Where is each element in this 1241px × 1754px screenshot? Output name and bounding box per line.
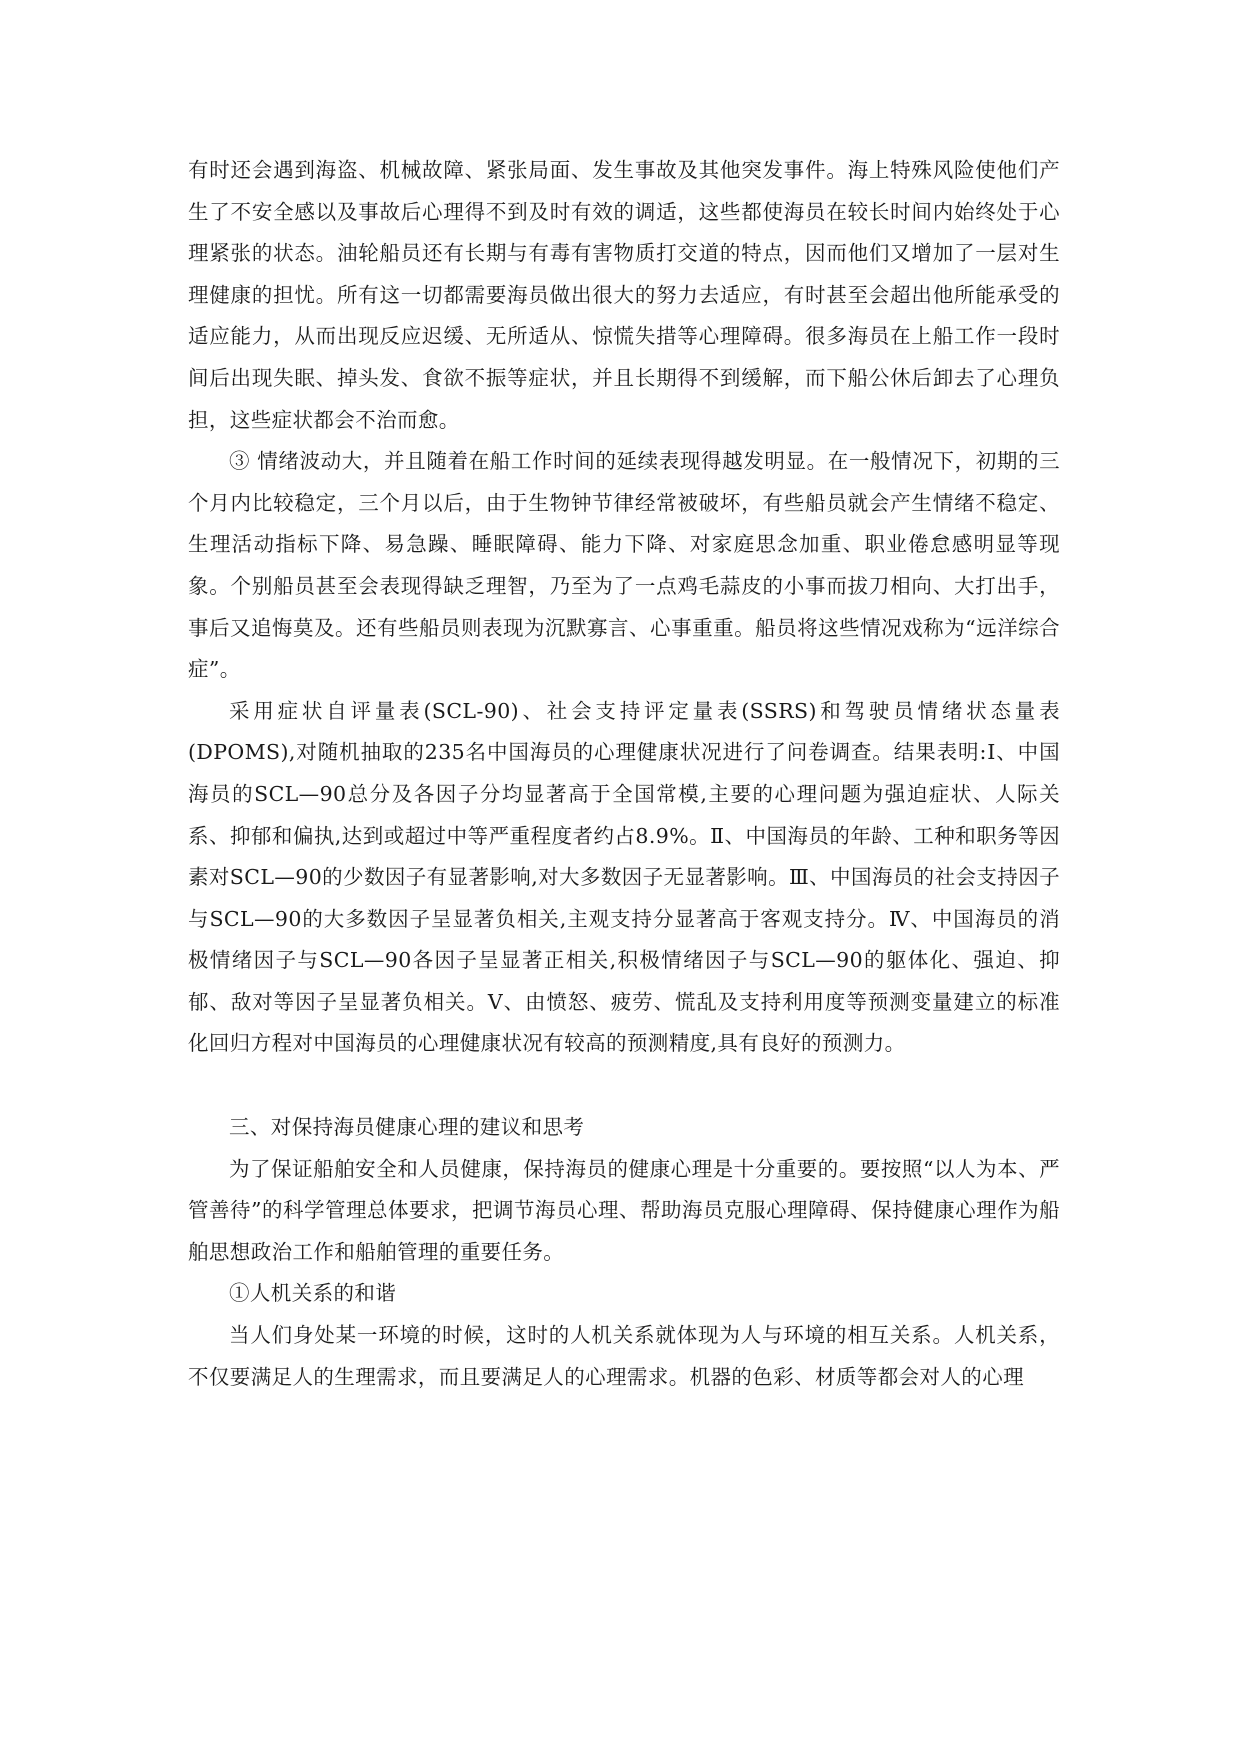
subheading-p5: ①人机关系的和谐 xyxy=(229,1281,397,1306)
paragraph-p6: 当人们身处某一环境的时候，这时的人机关系就体现为人与环境的相互关系。人机关系，不仅要满足人的生理需求，而且要满足人的心理需求。机器的色彩、材质等都会对人的心理 xyxy=(188,1323,1060,1389)
paragraph-p1: 有时还会遇到海盗、机械故障、紧张局面、发生事故及其他突发事件。海上特殊风险使他们产生了不安全感以及事故后心理得不到及时有效的调适，这些都使海员在较长时间内始终处于心理紧张的状态。油轮船员还有长期与有毒有害物质打交道的特点，因而他们又增加了一层对生理健康的担忧。所有这一切都需要海员做出很大的努力去适应，有时甚至会超出他所能承受的适应能力，从而出现反应迟缓、无所适从、惊慌失措等心理障碍。很多海员在上船工作一段时间后出现失眠、掉头发、食欲不振等症状，并且长期得不到缓解，而下船公休后卸去了心理负担，这些症状都会不治而愈。 xyxy=(188,158,1060,432)
document-page xyxy=(188,150,1060,1398)
section-heading: 三、对保持海员健康心理的建议和思考 xyxy=(229,1115,585,1140)
paragraph-p4: 为了保证船舶安全和人员健康，保持海员的健康心理是十分重要的。要按照“以人为本、严管善待”的科学管理总体要求，把调节海员心理、帮助海员克服心理障碍、保持健康心理作为船舶思想政治工作和船舶管理的重要任务。 xyxy=(188,1156,1060,1264)
paragraph-p3: 采用症状自评量表(SCL-90)、社会支持评定量表(SSRS)和驾驶员情绪状态量表(DPOMS),对随机抽取的235名中国海员的心理健康状况进行了问卷调查。结果表明:Ⅰ、中国海员的SCL—90总分及各因子分均显著高于全国常模,主要的心理问题为强迫症状、人际关系、抑郁和偏执,达到或超过中等严重程度者约占8.9%。Ⅱ、中国海员的年龄、工种和职务等因素对SCL—90的少数因子有显著影响,对大多数因子无显著影响。Ⅲ、中国海员的社会支持因子与SCL—90的大多数因子呈显著负相关,主观支持分显著高于客观支持分。Ⅳ、中国海员的消极情绪因子与SCL—90各因子呈显著正相关,积极情绪因子与SCL—90的躯体化、强迫、抑郁、敌对等因子呈显著负相关。Ⅴ、由愤怒、疲劳、慌乱及支持利用度等预测变量建立的标准化回归方程对中国海员的心理健康状况有较高的预测精度,具有良好的预测力。 xyxy=(188,698,1060,1056)
section-spacer xyxy=(188,1065,1060,1107)
paragraph-p2: ③ 情绪波动大，并且随着在船工作时间的延续表现得越发明显。在一般情况下，初期的三个月内比较稳定，三个月以后，由于生物钟节律经常被破坏，有些船员就会产生情绪不稳定、生理活动指标下降、易急躁、睡眠障碍、能力下降、对家庭思念加重、职业倦怠感明显等现象。个别船员甚至会表现得缺乏理智，乃至为了一点鸡毛蒜皮的小事而拔刀相向、大打出手，事后又追悔莫及。还有些船员则表现为沉默寡言、心事重重。船员将这些情况戏称为“远洋综合症”。 xyxy=(188,449,1060,682)
